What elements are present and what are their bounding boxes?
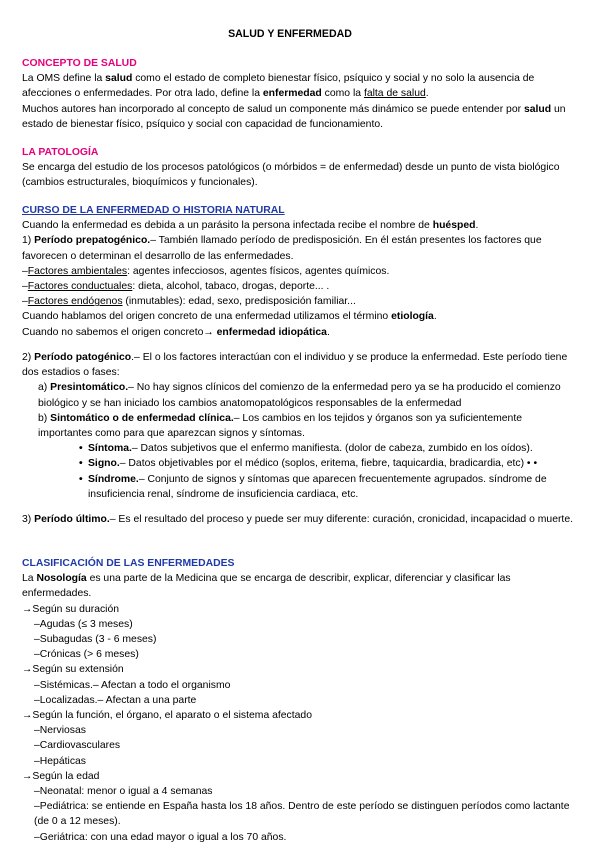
text: La OMS define la xyxy=(22,73,106,85)
term-etiologia: etiología xyxy=(391,311,434,323)
term-enfermedad: enfermedad xyxy=(262,88,322,100)
text: – No hay signos clínicos del comienzo de la enfermedad pero ya se ha producido el comienzo biológico y se han iniciado los cambios anatomopatológicos responsables de la enfermedad xyxy=(38,382,561,409)
periodo-prepatogenico xyxy=(22,233,578,263)
text: 2) xyxy=(22,352,35,363)
section-concepto-salud xyxy=(22,56,578,132)
text: es una parte de la Medicina que se encarga de describir, explicar, diferenciar y clasificar las enfermedades. xyxy=(22,573,511,600)
section-patologia xyxy=(22,145,578,191)
text: Cuando hablamos del origen concreto de una enfermedad utilizamos el término xyxy=(22,311,392,323)
paragraph-patologia: Se encarga del estudio de los procesos patológicos (o mórbidos = de enfermedad) desde un punto de vista biológico (cambios estructurales, bioquímicos y funcionales). xyxy=(22,162,560,189)
bullet-sindrome xyxy=(22,472,578,502)
paragraph-nosologia xyxy=(22,571,578,601)
label: Factores endógenos xyxy=(27,296,123,308)
text: – Es el resultado del proceso y puede ser muy diferente: curación, cronicidad, incapacidad o muerte. xyxy=(109,514,573,525)
list-item: –Cardiovasculares xyxy=(34,740,121,752)
text: – Conjunto de signos y síntomas que aparecen frecuentemente agrupados. síndrome de insuficiencia renal, síndrome de insuficiencia cardiaca, etc. xyxy=(88,473,547,500)
list-item: –Sistémicas.– Afectan a todo el organismo xyxy=(34,679,231,691)
paragraph-concepto-dinamico xyxy=(22,102,578,132)
text: Cuando no sabemos el origen concreto→ xyxy=(22,326,217,338)
periodo-patogenico xyxy=(22,350,578,380)
term-periodo-patogenico: Período patogénico xyxy=(34,352,132,363)
text: 3) xyxy=(22,514,35,525)
text: – También llamado período de predisposición. En él están presentes los factores que favorecen o determinan el desarrollo de las enfermedades. xyxy=(22,235,542,262)
term-idiopatica: enfermedad idiopática xyxy=(216,326,327,338)
group-funcion: →Según la función, el órgano, el aparato o el sistema afectado xyxy=(22,710,312,722)
text: : agentes infecciosos, agentes físicos, agentes químicos. xyxy=(127,265,390,277)
term-huesped: huésped xyxy=(432,220,476,232)
list-item: –Neonatal: menor o igual a 4 semanas xyxy=(34,786,213,798)
bullet-sintoma xyxy=(22,441,578,456)
section-curso-enfermedad xyxy=(22,203,578,340)
section-clasificacion xyxy=(22,556,578,845)
fase-presintomatico xyxy=(22,380,578,410)
text: un estado de bienestar físico, psíquico y social con capacidad de funcionamiento. xyxy=(22,103,566,130)
label: Factores conductuales xyxy=(27,281,133,293)
paragraph-definicion-oms xyxy=(22,71,578,101)
term-sintomatico: Sintomático o de enfermedad clínica. xyxy=(50,412,234,424)
text: .– El o los factores interactúan con el individuo y se produce la enfermedad. Este período tiene dos estadios o fases: xyxy=(22,352,568,379)
label: Factores ambientales xyxy=(27,265,128,277)
term-signo: Signo. xyxy=(88,458,120,470)
list-item: –Geriátrica: con una edad mayor o igual a los 70 años. xyxy=(34,831,287,843)
text: b) xyxy=(38,412,51,424)
paragraph-huesped xyxy=(22,218,578,233)
text: – Datos subjetivos que el enfermo manifiesta. (dolor de cabeza, zumbido en los oídos). xyxy=(131,443,533,455)
list-item: –Hepáticas xyxy=(34,755,86,767)
section-periodo-ultimo xyxy=(22,512,578,527)
text: 1) xyxy=(22,235,35,247)
factor-ambientales: –Factores ambientales: agentes infecciosos, agentes físicos, agentes químicos. xyxy=(22,265,390,277)
list-item: –Crónicas (> 6 meses) xyxy=(34,649,139,661)
list-item: –Agudas (≤ 3 meses) xyxy=(34,618,133,630)
list-item: –Localizadas.– Afectan a una parte xyxy=(34,694,197,706)
factor-endogenos: –Factores endógenos (inmutables): edad, sexo, predisposición familiar... xyxy=(22,296,356,308)
term-presintomatico: Presintomático. xyxy=(50,382,129,394)
bullet-signo xyxy=(22,456,578,471)
term-periodo-prepatogenico: Período prepatogénico. xyxy=(34,235,151,247)
paragraph-idiopatica xyxy=(22,325,578,340)
text: (inmutables): edad, sexo, predisposición familiar... xyxy=(122,296,356,308)
group-edad: →Según la edad xyxy=(22,770,100,782)
text: . xyxy=(433,311,437,323)
text: : dieta, alcohol, tabaco, drogas, deporte... . xyxy=(132,281,330,293)
page-title: SALUD Y ENFERMEDAD xyxy=(228,28,352,40)
heading-clasificacion: CLASIFICACIÓN DE LAS ENFERMEDADES xyxy=(22,558,235,569)
text: – Datos objetivables por el médico (soplos, eritema, fiebre, taquicardia, bradicardia, etc) • • xyxy=(119,458,538,470)
heading-patologia: LA PATOLOGÍA xyxy=(22,147,99,158)
text: Cuando la enfermedad es debida a un parásito la persona infectada recibe el nombre de xyxy=(22,220,433,232)
term-nosologia: Nosología xyxy=(36,573,87,585)
text: – Los cambios en los tejidos y órganos son ya suficientemente importantes como para que aparezcan signos y síntomas. xyxy=(38,412,522,440)
paragraph-etiologia xyxy=(22,309,578,324)
text: . xyxy=(326,326,330,338)
heading-concepto-salud: CONCEPTO DE SALUD xyxy=(22,58,137,69)
fase-sintomatico xyxy=(22,411,578,441)
list-item: –Nerviosas xyxy=(34,725,86,737)
list-item: –Pediátrica: se entiende en España hasta los 18 años. Dentro de este período se distinguen períodos como lactante (de 0 a 12 meses). xyxy=(34,801,570,828)
text: como el estado de completo bienestar físico, psíquico y social y no solo la ausencia de afecciones o enfermedades. Por otra lado, define la xyxy=(22,73,535,100)
term-falta-de-salud: falta de salud xyxy=(363,88,426,100)
list-item: –Subagudas (3 - 6 meses) xyxy=(34,634,157,646)
term-periodo-ultimo: Período último. xyxy=(34,514,110,525)
text: como la xyxy=(321,88,364,100)
text: a) xyxy=(38,382,51,394)
text: Muchos autores han incorporado al concepto de salud un componente más dinámico se puede entender por xyxy=(22,103,524,115)
term-sindrome: Síndrome. xyxy=(88,473,139,485)
group-extension: →Según su extensión xyxy=(22,664,124,676)
text: . xyxy=(425,88,429,100)
term-sintoma: Síntoma. xyxy=(88,443,132,455)
term-salud: salud xyxy=(105,73,133,85)
section-periodo-patogenico xyxy=(22,350,578,502)
periodo-ultimo xyxy=(22,512,578,527)
text: La xyxy=(22,573,37,585)
group-duracion: →Según su duración xyxy=(22,603,120,615)
term-salud: salud xyxy=(523,103,552,115)
text: . xyxy=(475,220,479,232)
factor-conductuales: –Factores conductuales: dieta, alcohol, tabaco, drogas, deporte... . xyxy=(22,281,330,293)
heading-curso-enfermedad: CURSO DE LA ENFERMEDAD O HISTORIA NATURAL xyxy=(22,205,285,216)
